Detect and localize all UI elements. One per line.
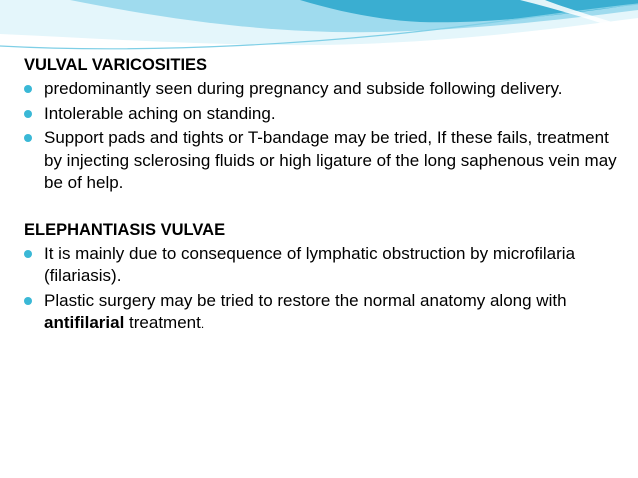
section-spacer [24, 197, 624, 219]
bullet-text: Intolerable aching on standing. [44, 103, 276, 123]
bullet-dot-icon [24, 85, 32, 93]
bullet-item [24, 127, 624, 195]
bullet-item [24, 78, 624, 101]
bullet-dot-icon [24, 110, 32, 118]
bullet-dot-icon [24, 250, 32, 258]
bullet-item [24, 290, 624, 336]
bullet-text: It is mainly due to consequence of lymphatic obstruction by microfilaria (filariasis). [44, 243, 576, 285]
bullet-text-before: Plastic surgery may be tried to restore the normal anatomy along with [44, 290, 567, 310]
bullet-bold-term: antifilarial [44, 313, 125, 332]
bullet-dot-icon [24, 134, 32, 142]
bullet-item [24, 103, 624, 126]
bullet-dot-icon [24, 297, 32, 305]
bullet-end-period: . [200, 317, 205, 331]
slide-body [24, 54, 624, 338]
bullet-text: predominantly seen during pregnancy and subside following delivery. [44, 79, 563, 98]
section-heading-varicosities: VULVAL VARICOSITIES [24, 56, 208, 74]
bullet-text: Support pads and tights or T-bandage may be tried, If these fails, treatment by injecting sclerosing fluids or high ligature of the long saphenous vein may be of help. [44, 128, 617, 192]
section-heading-elephantiasis: ELEPHANTIASIS VULVAE [24, 220, 226, 239]
bullet-item [24, 243, 624, 288]
bullet-text-after: treatment [124, 313, 201, 332]
